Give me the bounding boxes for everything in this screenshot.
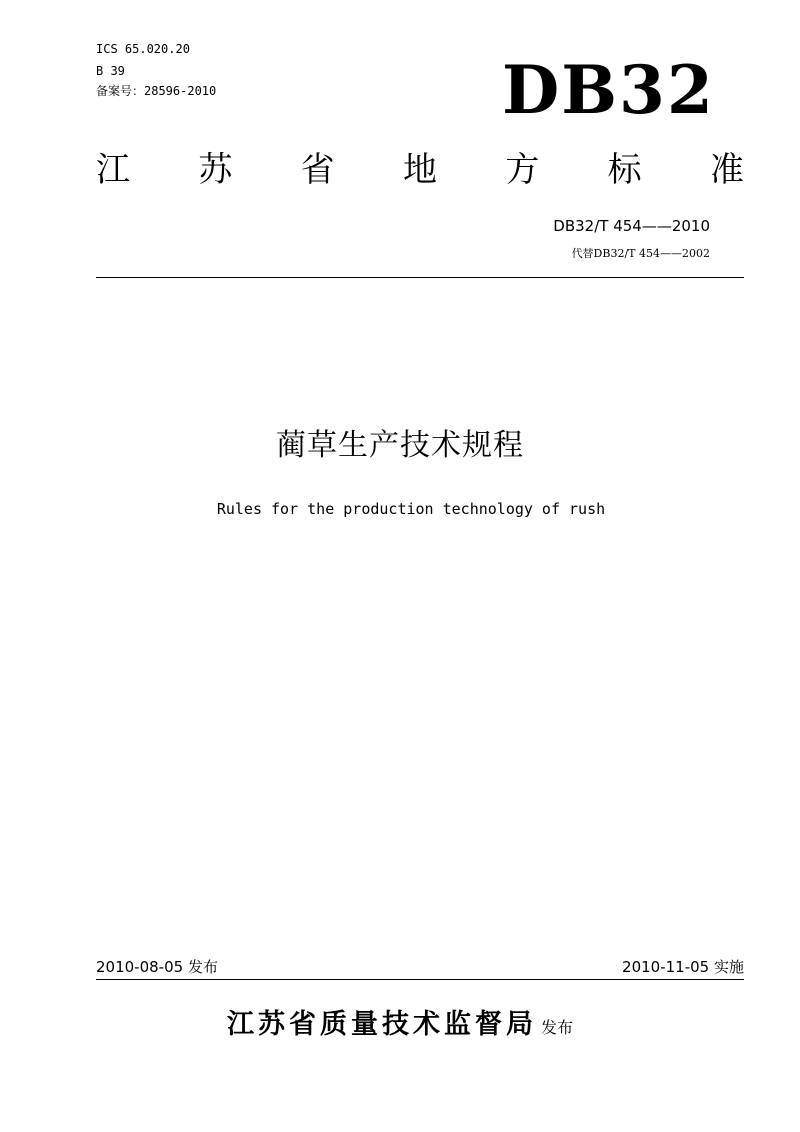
standard-type-char: 地 — [402, 150, 437, 190]
standard-type-heading — [96, 146, 744, 194]
issuer-suffix: 发布 — [540, 1018, 573, 1037]
issuer-line — [0, 1002, 800, 1041]
standard-type-char: 方 — [505, 150, 540, 190]
standard-type-char: 江 — [96, 150, 130, 190]
issuer-name: 江苏省质量技术监督局 — [226, 1009, 537, 1040]
replaces-standard: 代替DB32/T 454——2002 — [571, 247, 710, 260]
ccs-code: B 39 — [96, 64, 125, 78]
filing-number: 备案号：28596-2010 — [96, 84, 217, 98]
ics-code: ICS 65.020.20 — [96, 42, 190, 56]
standard-type-char: 苏 — [198, 150, 233, 190]
standard-number: DB32/T 454——2010 — [553, 217, 710, 235]
footer-divider — [96, 979, 744, 980]
standard-code-logo: DB32 — [502, 51, 715, 129]
header-divider — [96, 277, 744, 278]
standard-type-char: 省 — [300, 150, 335, 190]
standard-type-char: 标 — [607, 150, 642, 190]
title-chinese: 蔺草生产技术规程 — [276, 428, 524, 463]
issue-date: 2010-08-05 发布 — [96, 958, 218, 976]
title-english: Rules for the production technology of rush — [216, 500, 606, 518]
implementation-date: 2010-11-05 实施 — [622, 958, 744, 976]
standard-type-char: 准 — [709, 150, 744, 190]
